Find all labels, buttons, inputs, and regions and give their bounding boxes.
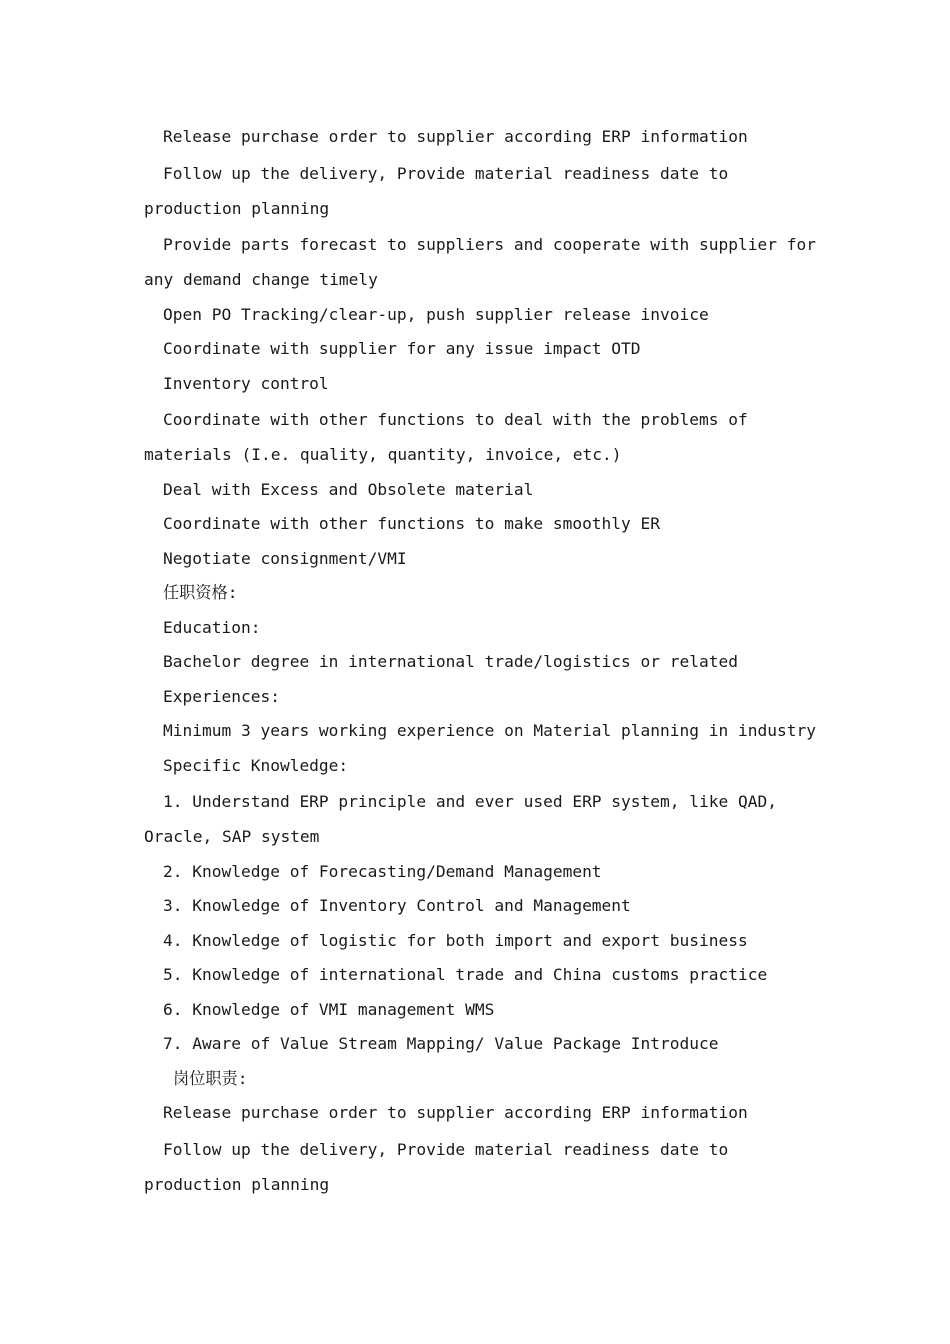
text-line: 岗位职责: [173,1068,248,1088]
text-line: production planning [144,1174,330,1194]
text-line: Follow up the delivery, Provide material readiness date to [163,163,729,183]
document-body [144,120,824,1202]
text-line: Experiences: [163,686,280,706]
text-line: 4. Knowledge of logistic for both import and export business [163,930,748,950]
text-line: Minimum 3 years working experience on Material planning in industry [163,721,816,740]
text-line: 3. Knowledge of Inventory Control and Management [163,896,631,915]
text-line: 5. Knowledge of international trade and China customs practice [163,965,768,984]
text-line: 1. Understand ERP principle and ever used ERP system, like QAD, [163,792,777,811]
text-line: Coordinate with other functions to make smoothly ER [163,514,661,533]
text-line: production planning [144,198,330,218]
text-line: Release purchase order to supplier according ERP information [163,127,748,146]
text-line: Coordinate with other functions to deal with the problems of [163,410,748,429]
text-line: Follow up the delivery, Provide material readiness date to [163,1139,729,1159]
text-line: 7. Aware of Value Stream Mapping/ Value Package Introduce [163,1034,719,1053]
text-line: Inventory control [163,373,329,393]
text-line: any demand change timely [144,270,378,289]
text-line: Bachelor degree in international trade/logistics or related [163,652,738,671]
text-line: materials (I.e. quality, quantity, invoice, etc.) [144,445,622,464]
text-line: Coordinate with supplier for any issue impact OTD [163,339,641,358]
text-line: Specific Knowledge: [163,755,349,775]
text-line: Release purchase order to supplier according ERP information [163,1103,748,1122]
text-line: Open PO Tracking/clear-up, push supplier release invoice [163,304,709,324]
text-line: Deal with Excess and Obsolete material [163,479,534,499]
text-line: Negotiate consignment/VMI [163,548,407,568]
text-line: Oracle, SAP system [144,827,320,846]
text-line: 任职资格: [163,583,238,602]
text-line: 2. Knowledge of Forecasting/Demand Management [163,861,602,881]
text-line: Provide parts forecast to suppliers and cooperate with supplier for [163,235,816,254]
text-line: Education: [163,617,261,637]
text-line: 6. Knowledge of VMI management WMS [163,999,495,1019]
